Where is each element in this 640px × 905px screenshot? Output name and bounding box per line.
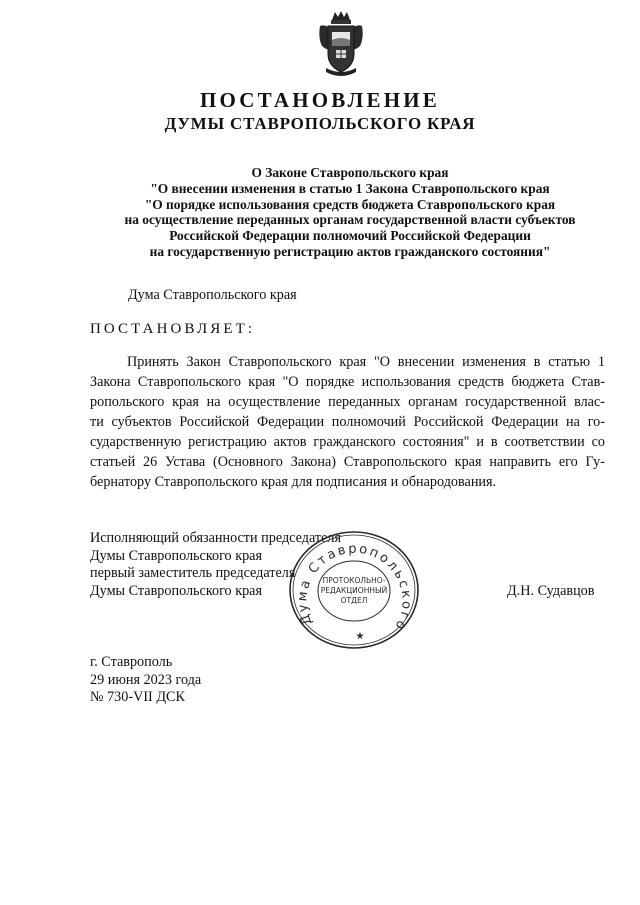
stamp-center-line: ОТДЕЛ: [340, 596, 368, 605]
subject-line: "О порядке использования средств бюджета Ставропольского края: [144, 196, 556, 212]
subject-line: на государственную регистрацию актов гражданского состояния": [149, 243, 551, 259]
svg-text:★: ★: [355, 631, 365, 642]
coat-of-arms-icon: [318, 10, 364, 76]
official-stamp: [286, 527, 422, 653]
subject-line: О Законе Ставропольского края: [251, 165, 449, 180]
decree-heading: ПОСТАНОВЛЯЕТ:: [90, 321, 256, 337]
resolution-subject: [60, 165, 640, 260]
body-line: статьей 26 Устава (Основного Закона) Ставропольского края направить его Гу-: [90, 454, 605, 470]
document-footer: [90, 654, 201, 707]
resolution-body: [90, 352, 605, 492]
signer-name: Д.Н. Судавцов: [507, 583, 595, 599]
stamp-center-line: РЕДАКЦИОННЫЙ: [320, 586, 388, 595]
body-line: сударственную регистрацию актов гражданского состояния" и в соответствии со: [90, 434, 605, 450]
subject-line: Российской Федерации полномочий Российской Федерации: [169, 228, 531, 244]
signatory-line: первый заместитель председателя: [90, 565, 296, 581]
intro-line: Дума Ставропольского края: [128, 287, 297, 303]
signatory-line: Думы Ставропольского края: [90, 547, 263, 564]
stamp-ring-text: Дума Ставропольского: [295, 541, 414, 634]
subject-line: "О внесении изменения в статью 1 Закона Ставропольского края: [150, 180, 550, 196]
document-number: № 730-VII ДСК: [90, 689, 185, 705]
city: г. Ставрополь: [90, 654, 173, 670]
date: 29 июня 2023 года: [90, 671, 202, 688]
stamp-center-line: ПРОТОКОЛЬНО-: [322, 576, 386, 585]
subject-line: на осуществление переданных органам государственной власти субъектов: [124, 212, 576, 228]
document-type-title: ПОСТАНОВЛЕНИЕ: [199, 88, 441, 112]
signatory-line: Думы Ставропольского края: [90, 582, 263, 599]
body-line: Закона Ставропольского края "О порядке использования средств бюджета Став-: [90, 374, 605, 390]
issuer-title: ДУМЫ СТАВРОПОЛЬСКОГО КРАЯ: [164, 114, 476, 133]
body-line: Принять Закон Ставропольского края "О внесении изменения в статью 1: [127, 354, 605, 370]
body-line: бернатору Ставропольского края для подписания и обнародования.: [90, 474, 497, 490]
body-line: ропольского края на осуществление переданных органам государственной влас-: [90, 394, 605, 410]
body-line: ти субъектов Российской Федерации полномочий Российской Федерации на го-: [90, 414, 605, 430]
signatory-line: Исполняющий обязанности председателя: [90, 530, 341, 546]
